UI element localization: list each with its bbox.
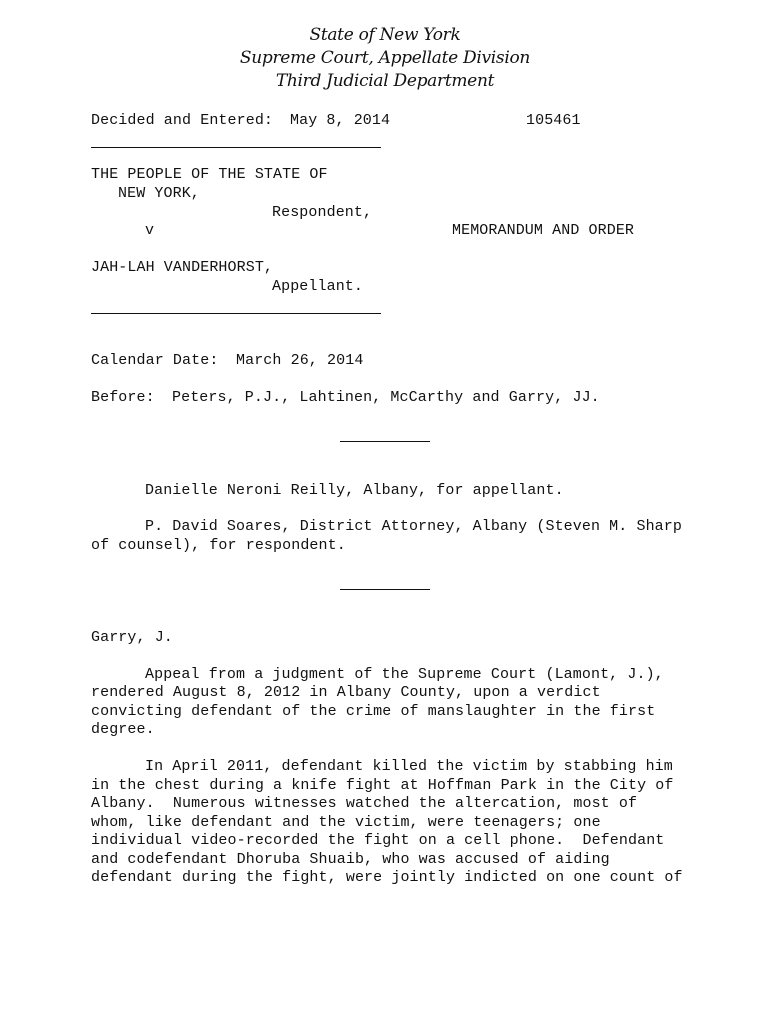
opinion-author: Garry, J. <box>91 629 173 646</box>
plaintiff-role: Respondent, <box>272 204 373 221</box>
paragraph-line: In April 2011, defendant killed the victim by stabbing him <box>145 758 673 775</box>
before-label: Before: <box>91 389 155 406</box>
decided-label: Decided and Entered: <box>91 112 274 129</box>
respondent-counsel-line1: P. David Soares, District Attorney, Albany (Steven M. Sharp <box>145 518 682 535</box>
calendar-date: March 26, 2014 <box>236 352 364 369</box>
paragraph-line: rendered August 8, 2012 in Albany County, upon a verdict <box>91 684 601 701</box>
plaintiff-name-line2: NEW YORK, <box>118 185 200 202</box>
paragraph-line: defendant during the fight, were jointly indicted on one count of <box>91 869 683 886</box>
versus-label: v <box>145 222 155 239</box>
appellant-counsel: Danielle Neroni Reilly, Albany, for appellant. <box>145 482 564 499</box>
paragraph-line: in the chest during a knife fight at Hoffman Park in the City of <box>91 777 674 794</box>
court-state-title: State of New York <box>309 25 461 45</box>
decided-date: May 8, 2014 <box>290 112 391 129</box>
paragraph-line: whom, like defendant and the victim, were teenagers; one <box>91 814 601 831</box>
defendant-role: Appellant. <box>272 278 364 295</box>
section-divider-rule <box>340 589 430 590</box>
paragraph-line: Appeal from a judgment of the Supreme Court (Lamont, J.), <box>145 666 664 683</box>
paragraph-line: and codefendant Dhoruba Shuaib, who was accused of aiding <box>91 851 610 868</box>
court-department: Third Judicial Department <box>275 71 495 91</box>
paragraph-line: degree. <box>91 721 155 738</box>
panel-justices: Peters, P.J., Lahtinen, McCarthy and Garry, JJ. <box>172 389 600 406</box>
caption-top-rule <box>91 147 381 148</box>
paragraph-line: convicting defendant of the crime of manslaughter in the first <box>91 703 656 720</box>
caption-bottom-rule <box>91 313 381 314</box>
court-name: Supreme Court, Appellate Division <box>239 48 531 68</box>
document-type: MEMORANDUM AND ORDER <box>452 222 635 239</box>
plaintiff-name-line1: THE PEOPLE OF THE STATE OF <box>91 166 328 183</box>
docket-number: 105461 <box>526 112 581 129</box>
respondent-counsel-line2: of counsel), for respondent. <box>91 537 346 554</box>
calendar-date-label: Calendar Date: <box>91 352 219 369</box>
paragraph-line: Albany. Numerous witnesses watched the altercation, most of <box>91 795 638 812</box>
section-divider-rule <box>340 441 430 442</box>
defendant-name: JAH-LAH VANDERHORST, <box>91 259 274 276</box>
paragraph-line: individual video-recorded the fight on a cell phone. Defendant <box>91 832 665 849</box>
